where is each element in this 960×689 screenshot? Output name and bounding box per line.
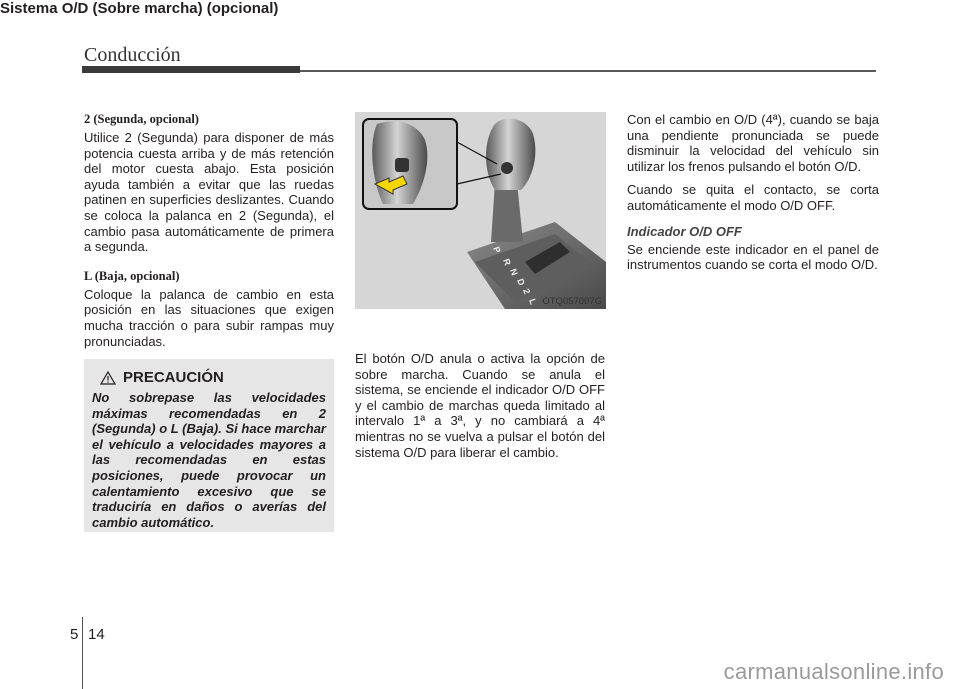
header-bar-dark [82,66,300,73]
od-downhill-text: Con el cambio en O/D (4ª), cuando se baja una pendiente pronunciada se puede disminuir la velocidad del vehículo sin utilizar los frenos pulsando el botón O/D. [627,112,879,174]
column-3 [627,112,879,281]
figure-caption: OTQ057007G [542,296,602,307]
od-section-header [0,0,960,17]
gate-letter-r: R [501,257,513,267]
gate-letter-p: P [491,245,503,255]
page-header-title: Conducción [84,44,181,66]
caution-text: No sobrepase las velocidades máximas recomendadas en 2 (Segunda) o L (Baja). Si hace marchar el vehículo a velocidades mayores a las recomendadas en estas posiciones, puede provocar un calentamiento excesivo que se traduciría en daños o averías del cambio automático. [92,390,326,530]
gear-shift-illustration [355,112,606,309]
gate-letter-d: D [515,277,527,287]
second-gear-text: Utilice 2 (Segunda) para disponer de más potencia cuesta arriba y de más retención del motor cuesta abajo. Esta posición ayuda también a evitar que las ruedas patinen en superficies deslizantes. Cuando se coloca la palanca en 2 (Segunda), el cambio pasa automáticamente de primera a segunda. [84,130,334,255]
watermark: carmanualsonline.info [723,659,944,684]
gate-letter-n: N [508,267,520,277]
od-indicator-text: Se enciende este indicador en el panel de instrumentos cuando se corta el modo O/D. [627,241,879,273]
gate-letter-l: L [527,297,539,306]
page-chapter: 5 [70,626,79,643]
low-gear-text: Coloque la palanca de cambio en esta posición en las situaciones que exigen mucha tracción o para subir rampas muy pronunciadas. [84,286,334,349]
od-section-text: El botón O/D anula o activa la opción de sobre marcha. Cuando se anula el sistema, se enciende el indicador O/D OFF y el cambio de marchas queda limitado al intervalo 1ª a 3ª, y no cambiará a 4ª mientras no se vuelva a pulsar el botón del sistema O/D para liberar el cambio. [355,351,605,460]
od-indicator-heading: Indicador O/D OFF [627,223,742,239]
gate-letter-2: 2 [521,287,533,296]
od-section-title: Sistema O/D (Sobre marcha) (opcional) [0,0,279,17]
header-bar-light [300,70,876,72]
column-2-body [355,351,605,474]
page-number: 14 [88,626,105,643]
low-gear-heading: L (Baja, opcional) [84,268,180,283]
second-gear-heading: 2 (Segunda, opcional) [84,112,199,126]
caution-box [84,359,334,532]
gear-shift-figure [355,112,606,309]
od-ignition-text: Cuando se quita el contacto, se corta automáticamente el modo O/D OFF. [627,182,879,213]
column-1 [84,112,334,363]
caution-title: PRECAUCIÓN [123,369,224,386]
warning-triangle-icon [100,371,116,385]
footer-rule [82,617,83,689]
